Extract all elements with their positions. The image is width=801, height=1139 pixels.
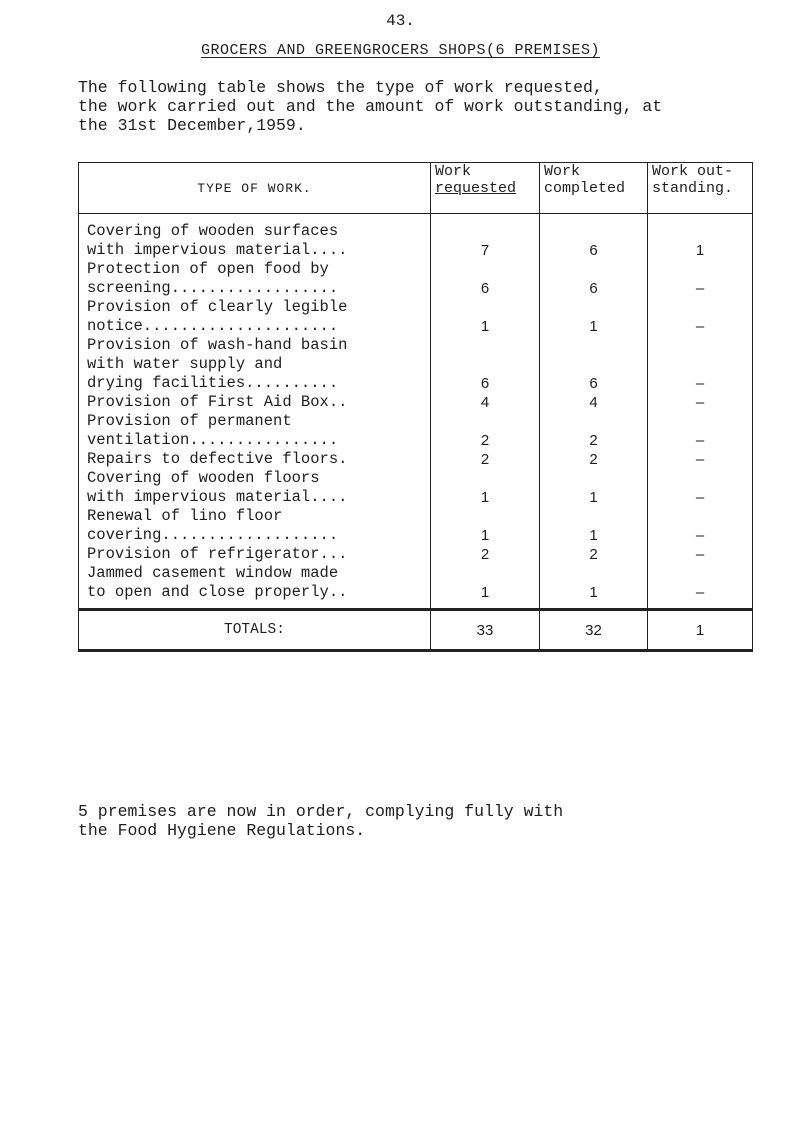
row-completed: 6 (540, 336, 648, 393)
header-work-completed (540, 163, 648, 214)
header-line: requested (435, 180, 517, 197)
table-row (79, 450, 753, 469)
row-requested: 1 (431, 507, 540, 545)
page-number: 43. (386, 12, 415, 30)
row-description: Jammed casement window made to open and close properly.. (79, 564, 431, 610)
row-description: Provision of permanent ventilation................ (79, 412, 431, 450)
row-outstanding: – (648, 298, 753, 336)
row-completed: 1 (540, 507, 648, 545)
table-row (79, 393, 753, 412)
table-row (79, 469, 753, 507)
table-row (79, 214, 753, 261)
row-completed: 6 (540, 214, 648, 261)
row-requested: 2 (431, 450, 540, 469)
header-line: standing. (652, 180, 734, 197)
row-outstanding: – (648, 393, 753, 412)
totals-requested: 33 (431, 610, 540, 651)
row-requested: 1 (431, 298, 540, 336)
row-outstanding: – (648, 412, 753, 450)
row-outstanding: – (648, 507, 753, 545)
row-outstanding: 1 (648, 214, 753, 261)
totals-outstanding: 1 (648, 610, 753, 651)
table-row (79, 336, 753, 393)
closing-paragraph: 5 premises are now in order, complying fully with the Food Hygiene Regulations. (78, 802, 564, 840)
totals-completed: 32 (540, 610, 648, 651)
row-outstanding: – (648, 564, 753, 610)
row-requested: 1 (431, 564, 540, 610)
row-outstanding: – (648, 260, 753, 298)
row-requested: 2 (431, 545, 540, 564)
row-description: Covering of wooden floors with impervious material.... (79, 469, 431, 507)
row-description: Provision of clearly legible notice..................... (79, 298, 431, 336)
row-requested: 6 (431, 336, 540, 393)
row-completed: 4 (540, 393, 648, 412)
header-work-requested (431, 163, 540, 214)
header-type-of-work: TYPE OF WORK. (79, 163, 431, 214)
totals-label: TOTALS: (79, 610, 431, 651)
header-line: Work (544, 163, 581, 180)
row-requested: 6 (431, 260, 540, 298)
header-work-outstanding (648, 163, 753, 214)
row-outstanding: – (648, 450, 753, 469)
row-requested: 1 (431, 469, 540, 507)
header-line: Work out- (652, 163, 734, 180)
table-row (79, 564, 753, 610)
header-line: Work (435, 163, 472, 180)
row-description: Provision of refrigerator... (79, 545, 431, 564)
page-title (0, 42, 801, 59)
work-table (78, 162, 753, 652)
totals-row (79, 610, 753, 651)
table-row (79, 507, 753, 545)
row-completed: 6 (540, 260, 648, 298)
table-row (79, 298, 753, 336)
row-completed: 1 (540, 298, 648, 336)
table-row (79, 545, 753, 564)
row-description: Provision of wash-hand basin with water supply and drying facilities.......... (79, 336, 431, 393)
row-description: Repairs to defective floors. (79, 450, 431, 469)
header-line: completed (544, 180, 626, 197)
row-completed: 2 (540, 545, 648, 564)
row-description: Provision of First Aid Box.. (79, 393, 431, 412)
row-description: Protection of open food by screening.................. (79, 260, 431, 298)
row-outstanding: – (648, 545, 753, 564)
row-requested: 7 (431, 214, 540, 261)
row-completed: 2 (540, 450, 648, 469)
row-requested: 2 (431, 412, 540, 450)
table-row (79, 412, 753, 450)
row-description: Covering of wooden surfaces with impervious material.... (79, 214, 431, 261)
row-completed: 1 (540, 564, 648, 610)
row-completed: 2 (540, 412, 648, 450)
row-requested: 4 (431, 393, 540, 412)
row-completed: 1 (540, 469, 648, 507)
table-header-row (79, 163, 753, 214)
row-description: Renewal of lino floor covering................... (79, 507, 431, 545)
row-outstanding: – (648, 469, 753, 507)
intro-paragraph: The following table shows the type of work requested, the work carried out and the amount of work outstanding, at the 31st December,1959. (78, 78, 663, 135)
row-outstanding: – (648, 336, 753, 393)
table-row (79, 260, 753, 298)
page-title-text: GROCERS AND GREENGROCERS SHOPS(6 PREMISES) (200, 42, 601, 59)
